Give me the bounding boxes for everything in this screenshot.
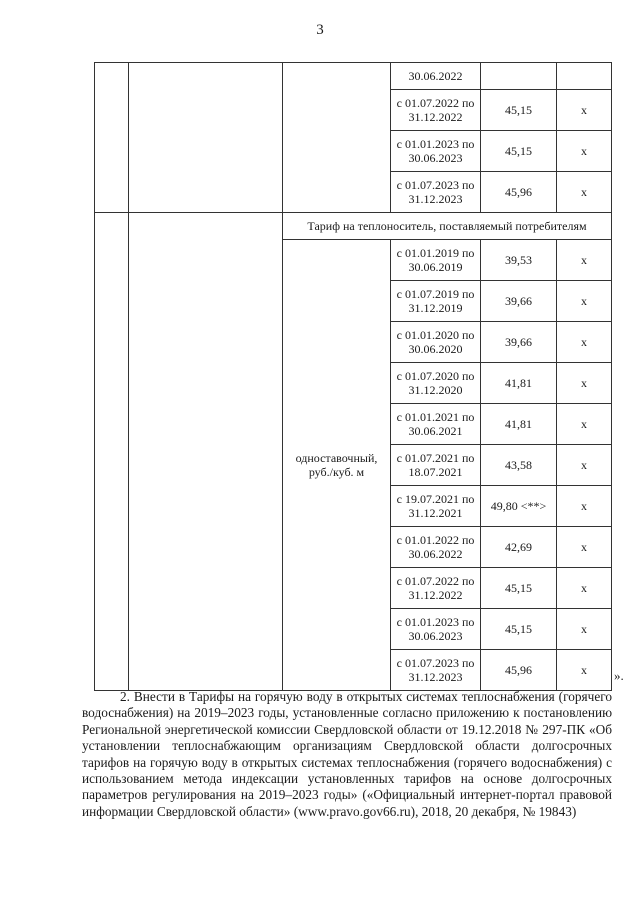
period-cell: с 01.01.2023 по 30.06.2023	[391, 131, 481, 172]
value-cell: 42,69	[481, 527, 557, 568]
value-cell: 45,15	[481, 131, 557, 172]
value-cell: 43,58	[481, 445, 557, 486]
table-row	[95, 213, 612, 240]
period-cell: с 01.07.2020 по 31.12.2020	[391, 363, 481, 404]
note-cell: х	[557, 131, 612, 172]
note-cell: х	[557, 486, 612, 527]
closing-quote: ».	[614, 668, 624, 683]
value-cell: 41,81	[481, 404, 557, 445]
note-cell: х	[557, 527, 612, 568]
organization-cell	[129, 63, 283, 213]
tariff-table	[94, 62, 612, 691]
note-cell	[557, 63, 612, 90]
note-cell: х	[557, 609, 612, 650]
value-cell: 45,96	[481, 172, 557, 213]
period-cell: с 01.07.2022 по 31.12.2022	[391, 90, 481, 131]
value-cell: 45,15	[481, 609, 557, 650]
value-cell: 39,66	[481, 322, 557, 363]
period-cell: с 01.01.2023 по 30.06.2023	[391, 609, 481, 650]
note-cell: х	[557, 363, 612, 404]
period-cell: с 01.07.2019 по 31.12.2019	[391, 281, 481, 322]
note-cell: х	[557, 322, 612, 363]
value-cell: 45,15	[481, 90, 557, 131]
period-cell: с 01.01.2021 по 30.06.2021	[391, 404, 481, 445]
note-cell: х	[557, 281, 612, 322]
table-row	[95, 63, 612, 90]
note-cell: х	[557, 90, 612, 131]
value-cell	[481, 63, 557, 90]
unit-cell	[283, 63, 391, 213]
value-cell: 45,15	[481, 568, 557, 609]
section-header: Тариф на теплоноситель, поставляемый потребителям	[283, 213, 612, 240]
note-cell: х	[557, 240, 612, 281]
value-cell: 49,80 <**>	[481, 486, 557, 527]
period-cell: с 01.01.2020 по 30.06.2020	[391, 322, 481, 363]
note-cell: х	[557, 650, 612, 691]
amendment-paragraph: 2. Внести в Тарифы на горячую воду в открытых системах теплоснабжения (горячего водоснабжения) на 2019–2023 годы, установленные согласно приложению к постановлению Региональной энергетической комиссии Свердловской области от 19.12.2018 № 297-ПК «Об установлении теплоснабжающим организациям Свердловской области долгосрочных тарифов на горячую воду в открытых системах теплоснабжения (горячего водоснабжения) с использованием метода индексации установленных тарифов на основе долгосрочных параметров регулирования на 2019–2023 годы» («Официальный интернет-портал правовой информации Свердловской области» (www.pravo.gov66.ru), 2018, 20 декабря, № 19843)	[82, 689, 612, 819]
organization-cell	[129, 213, 283, 691]
note-cell: х	[557, 568, 612, 609]
period-cell: с 01.01.2019 по 30.06.2019	[391, 240, 481, 281]
note-cell: х	[557, 404, 612, 445]
value-cell: 45,96	[481, 650, 557, 691]
period-cell: 30.06.2022	[391, 63, 481, 90]
value-cell: 39,53	[481, 240, 557, 281]
period-cell: с 01.07.2021 по 18.07.2021	[391, 445, 481, 486]
period-cell: с 19.07.2021 по 31.12.2021	[391, 486, 481, 527]
value-cell: 39,66	[481, 281, 557, 322]
period-cell: с 01.07.2023 по 31.12.2023	[391, 650, 481, 691]
page-number: 3	[316, 22, 324, 38]
value-cell: 41,81	[481, 363, 557, 404]
note-cell: х	[557, 445, 612, 486]
unit-cell: одноставочный, руб./куб. м	[283, 240, 391, 691]
row-number-cell	[95, 63, 129, 213]
row-number-cell	[95, 213, 129, 691]
period-cell: с 01.01.2022 по 30.06.2022	[391, 527, 481, 568]
period-cell: с 01.07.2023 по 31.12.2023	[391, 172, 481, 213]
period-cell: с 01.07.2022 по 31.12.2022	[391, 568, 481, 609]
note-cell: х	[557, 172, 612, 213]
